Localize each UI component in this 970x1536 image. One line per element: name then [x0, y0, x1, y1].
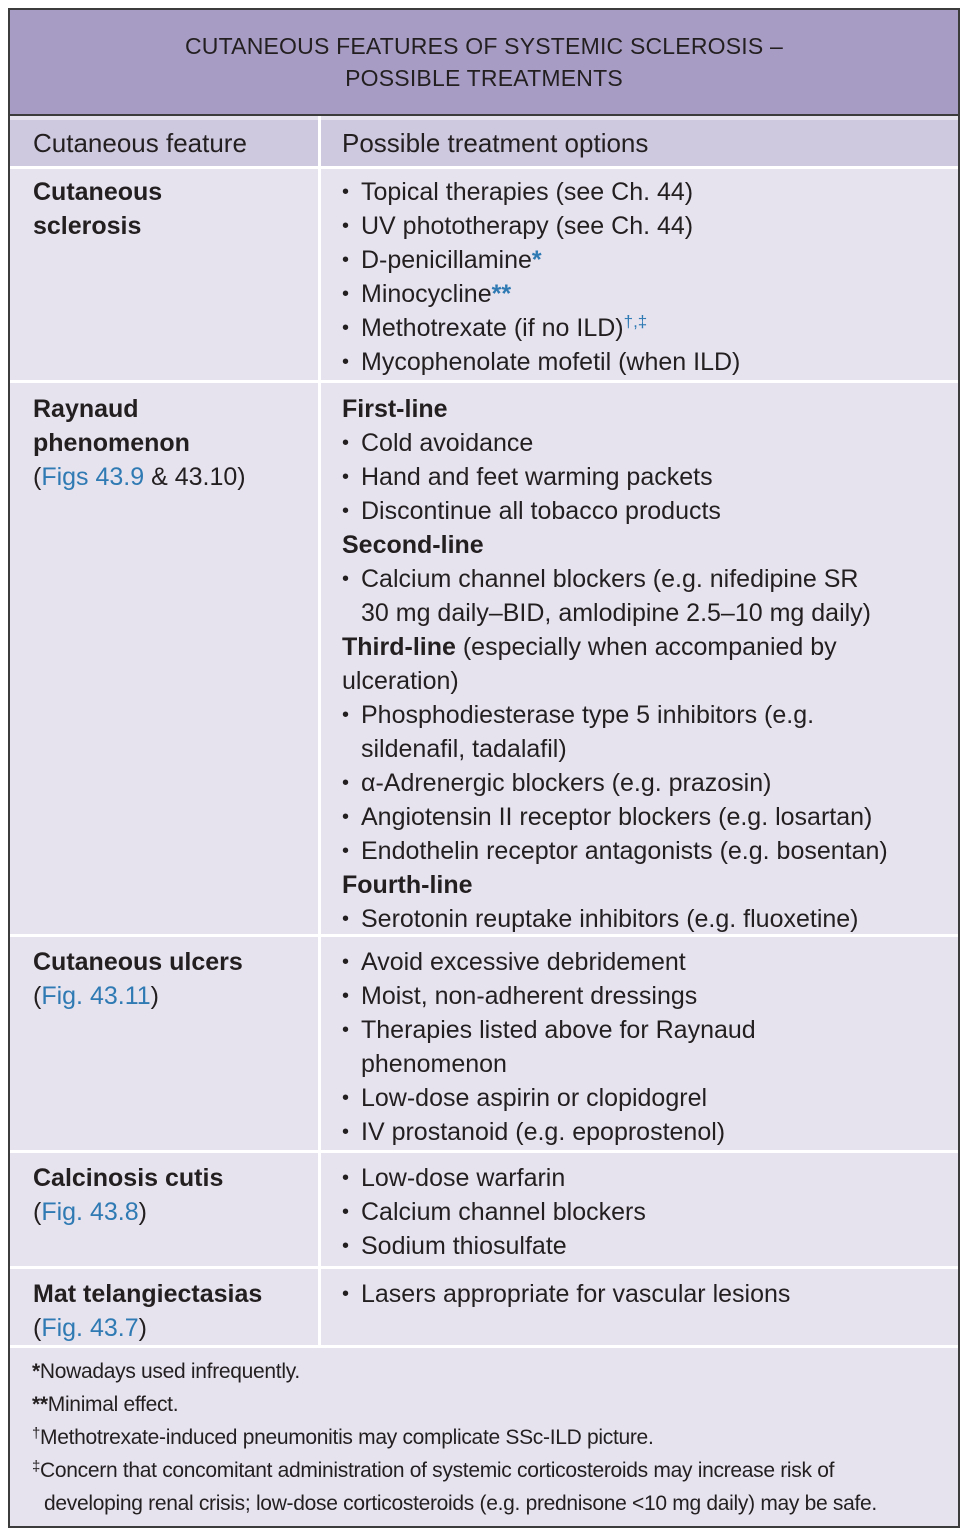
row-divider	[10, 166, 958, 169]
list-item: • Therapies listed above for Raynaud phenomenon	[342, 1013, 954, 1081]
list-item: • Hand and feet warming packets	[342, 460, 954, 494]
treatment-cell	[342, 945, 954, 1149]
list-item: • IV prostanoid (e.g. epoprostenol)	[342, 1115, 954, 1149]
feature-cell	[33, 175, 313, 243]
feature-name: phenomenon	[33, 429, 190, 457]
row-divider	[10, 1266, 958, 1269]
row-divider	[10, 380, 958, 383]
list-item: • Calcium channel blockers	[342, 1195, 954, 1229]
list-item: • Calcium channel blockers (e.g. nifedipine SR 30 mg daily–BID, amlodipine 2.5–10 mg daily)	[342, 562, 954, 630]
list-item: • α-Adrenergic blockers (e.g. prazosin)	[342, 766, 954, 800]
figure-reference: (Fig. 43.11)	[33, 982, 159, 1010]
title-line-1: CUTANEOUS FEATURES OF SYSTEMIC SCLEROSIS –	[185, 33, 783, 59]
column-header-row	[10, 120, 958, 166]
list-item: • Serotonin reuptake inhibitors (e.g. fluoxetine)	[342, 902, 954, 936]
section-heading: Second-line	[342, 531, 484, 559]
feature-name: Calcinosis cutis	[33, 1164, 224, 1192]
list-item: • Phosphodiesterase type 5 inhibitors (e.g. sildenafil, tadalafil)	[342, 698, 954, 766]
list-item: • Endothelin receptor antagonists (e.g. bosentan)	[342, 834, 954, 868]
figure-reference: (Figs 43.9 & 43.10)	[33, 463, 246, 491]
list-item: • Angiotensin II receptor blockers (e.g. losartan)	[342, 800, 954, 834]
section-heading: Third-line (especially when accompanied by	[342, 633, 837, 661]
column-header-treatment: Possible treatment options	[342, 128, 649, 158]
figure-reference: (Fig. 43.7)	[33, 1314, 147, 1342]
section-heading: Fourth-line	[342, 871, 473, 899]
section-note: ulceration)	[342, 667, 459, 695]
table-title	[10, 10, 958, 116]
footnote-continuation: developing renal crisis; low-dose corticosteroids (e.g. prednisone <10 mg daily) may be safe.	[44, 1492, 877, 1515]
feature-name: Raynaud	[33, 395, 139, 423]
list-item: • Avoid excessive debridement	[342, 945, 954, 979]
feature-cell	[33, 392, 313, 494]
list-item: • Minocycline**	[342, 277, 954, 311]
footnote: †Methotrexate-induced pneumonitis may complicate SSc-ILD picture.	[32, 1425, 654, 1449]
feature-name: Cutaneous ulcers	[33, 948, 243, 976]
figure-link[interactable]: Fig. 43.11	[41, 982, 151, 1010]
list-item: • D-penicillamine*	[342, 243, 954, 277]
treatment-cell	[342, 1277, 954, 1311]
feature-name: Mat telangiectasias	[33, 1280, 263, 1308]
list-item: • Topical therapies (see Ch. 44)	[342, 175, 954, 209]
treatment-cell	[342, 175, 954, 379]
column-header-feature: Cutaneous feature	[33, 128, 247, 158]
feature-name: Cutaneous	[33, 178, 163, 206]
treatment-cell	[342, 392, 954, 936]
list-item: • Mycophenolate mofetil (when ILD)	[342, 345, 954, 379]
treatment-cell	[342, 1161, 954, 1263]
footnote-mark: *	[531, 246, 542, 274]
list-item: • UV phototherapy (see Ch. 44)	[342, 209, 954, 243]
footnote: **Minimal effect.	[32, 1393, 179, 1416]
footnote: ‡Concern that concomitant administration of systemic corticosteroids may increase risk of	[32, 1458, 835, 1482]
list-item: • Sodium thiosulfate	[342, 1229, 954, 1263]
list-item: • Low-dose aspirin or clopidogrel	[342, 1081, 954, 1115]
title-line-2: POSSIBLE TREATMENTS	[345, 65, 623, 91]
figure-reference: (Fig. 43.8)	[33, 1198, 147, 1226]
figure-link[interactable]: Fig. 43.8	[41, 1198, 139, 1226]
list-item: • Cold avoidance	[342, 426, 954, 460]
footnote-mark: †,‡	[623, 312, 648, 331]
figure-link[interactable]: Fig. 43.7	[41, 1314, 139, 1342]
list-item: • Moist, non-adherent dressings	[342, 979, 954, 1013]
footnote: *Nowadays used infrequently.	[32, 1360, 300, 1383]
feature-cell	[33, 1161, 313, 1229]
footnote-mark: **	[491, 280, 512, 308]
column-divider	[318, 116, 321, 1348]
feature-cell	[33, 1277, 313, 1345]
list-item: • Low-dose warfarin	[342, 1161, 954, 1195]
treatment-table	[8, 8, 960, 1528]
list-item: • Discontinue all tobacco products	[342, 494, 954, 528]
list-item: • Lasers appropriate for vascular lesions	[342, 1277, 954, 1311]
row-divider	[10, 1150, 958, 1153]
feature-name: sclerosis	[33, 212, 142, 240]
section-heading: First-line	[342, 395, 448, 423]
list-item: • Methotrexate (if no ILD)†,‡	[342, 311, 954, 345]
figure-link[interactable]: Figs 43.9	[41, 463, 145, 491]
row-divider	[10, 1345, 958, 1348]
footnotes	[32, 1355, 947, 1520]
feature-cell	[33, 945, 313, 1013]
